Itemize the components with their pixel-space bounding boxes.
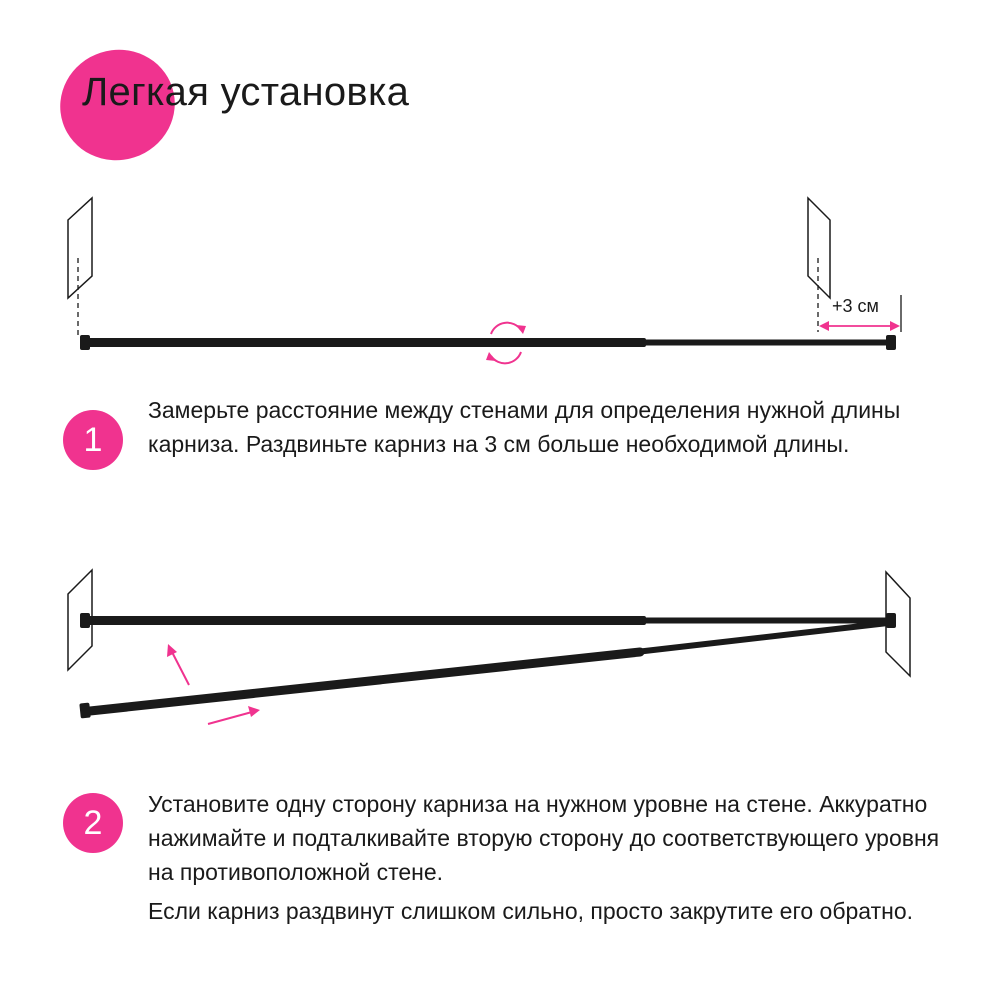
step2-text: Установите одну сторону карниза на нужном уровне на стене. Аккуратно нажимайте и подталкивайте вторую сторону до соответствующего уровня на противоположной стене. (148, 791, 940, 885)
rod-thin-section (640, 340, 890, 346)
arrow-up-left-icon (167, 644, 189, 685)
installed-rod-thick-section (84, 616, 646, 625)
step2-diagram (0, 560, 1000, 740)
tilted-rod-thick-section (90, 652, 640, 711)
step1-number-badge: 1 (63, 410, 123, 470)
right-wall-plate (808, 198, 830, 298)
step1-text: Замерьте расстояние между стенами для определения нужной длины карниза. Раздвиньте карниз на 3 см больше необходимой длины. (148, 397, 901, 457)
arrow-right-icon (208, 706, 260, 724)
tilted-rod-left-end-cap (79, 703, 91, 719)
extension-arrow-head-right (890, 321, 900, 331)
left-wall-plate (68, 198, 92, 298)
extension-label: +3 см (832, 296, 879, 316)
installed-rod-left-end-cap (80, 613, 90, 628)
tilted-rod-thin-section (636, 623, 888, 652)
extension-arrow-head-left (819, 321, 829, 331)
rod-left-end-cap (80, 335, 90, 350)
installed-rod-thin-section (640, 618, 890, 624)
rod-thick-section (84, 338, 646, 347)
step2-note: Если карниз раздвинут слишком сильно, просто закрутите его обратно. (148, 898, 913, 924)
step1-diagram (0, 180, 1000, 380)
rod-right-end-cap (886, 335, 896, 350)
step2-number-badge: 2 (63, 793, 123, 853)
page-title: Легкая установка (82, 70, 410, 114)
